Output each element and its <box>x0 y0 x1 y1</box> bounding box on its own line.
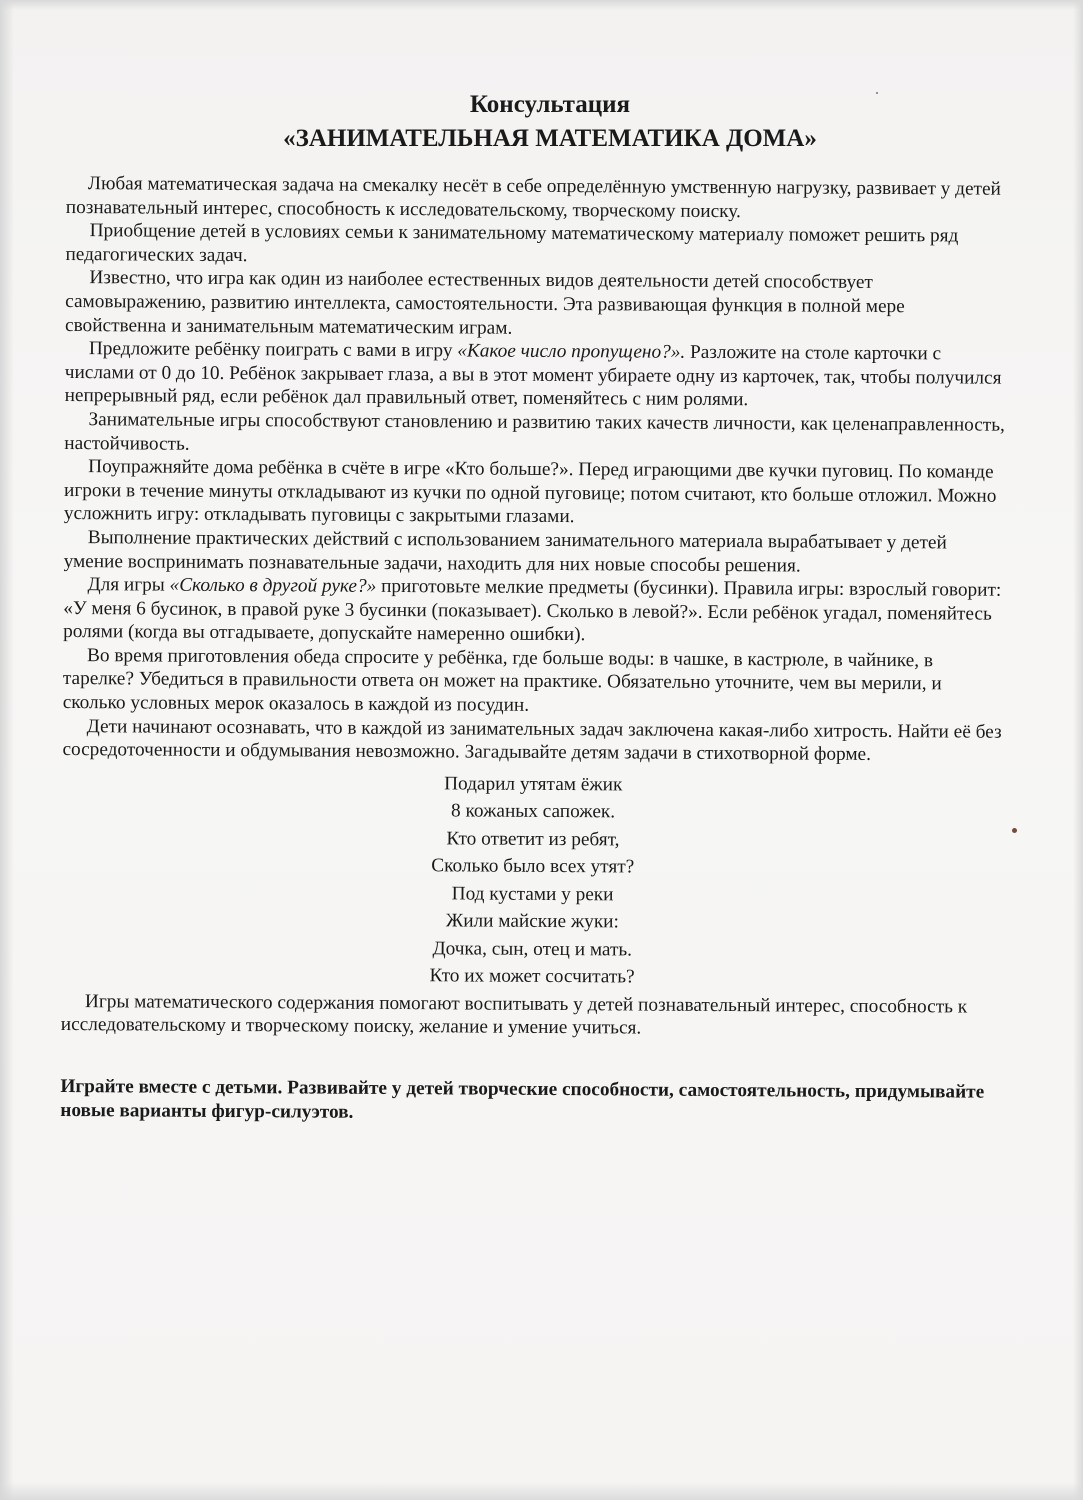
paragraph-text: Предложите ребёнку поиграть с вами в игру <box>88 338 458 362</box>
paragraph: Поупражняйте дома ребёнка в счёте в игре «Кто больше?». Перед играющими две кучки пуговиц. По команде игроки в течение минуты откладывают из кучки по одной пуговице; потом считают, кто больше отложил. Можно усложнить игру: откладывать пуговицы с закрытыми глазами. <box>63 456 997 528</box>
poem-line: Подарил утятам ёжик <box>444 773 623 796</box>
poem-line: Кто их может сосчитать? <box>429 965 635 988</box>
paragraph-text: приготовьте мелкие предметы (бусинки). Правила игры: взрослый говорит: «У меня 6 бусинок, в правой руке 3 бусинки (показывает). Сколько в левой?». Если ребёнок угадал, поменяйтесь ролями (когда вы отгадываете, допускайте намеренно ошибки). <box>63 575 1002 646</box>
poem-line: Жили майские жуки: <box>445 910 619 933</box>
document-title-line-2: «ЗАНИМАТЕЛЬНАЯ МАТЕМАТИКА ДОМА» <box>283 125 817 152</box>
scan-speck <box>1012 828 1017 833</box>
paragraph-text: Для игры <box>87 574 170 596</box>
paragraph <box>63 573 1005 650</box>
paragraph: Во время приготовления обеда спросите у ребёнка, где больше воды: в чашке, в кастрюле, в чайнике, в тарелке? Убедиться в правильности ответа он может на практике. Обязательно уточните, чем вы мерили, и сколько условных мерок оказалось в каждой из посудин. <box>62 645 942 716</box>
scan-shadow-left <box>0 0 14 1500</box>
paragraph: Известно, что игра как один из наиболее естественных видов деятельности детей способствует самовыражению, развитию интеллекта, самостоятельности. Эта развивающая функция в полной мере свойственна и занимательным математическим играм. <box>65 267 905 339</box>
paragraph: Дети начинают осознавать, что в каждой из занимательных задач заключена какая-либо хитрость. Найти её без сосредоточенности и обдумывания невозможно. Загадывайте детям задачи в стихотворной форме. <box>62 715 1002 766</box>
scan-speck <box>876 92 878 94</box>
poem-line: Под кустами у реки <box>451 883 614 906</box>
paragraph-text: Разложите на столе карточки с числами от 0 до 10. Ребёнок закрывает глаза, а вы в этот момент убираете одну из карточек, так, чтобы получился непрерывный ряд, если ребёнок дал правильный ответ, поменяйтесь с ним ролями. <box>64 341 1002 411</box>
paragraph: Любая математическая задача на смекалку несёт в себе определённую умственную нагрузку, развивает у детей познавательный интерес, способность к исследовательскому, творческому поиску. <box>65 173 1001 222</box>
paragraph: Приобщение детей в условиях семьи к занимательному математическому материалу поможет решить ряд педагогических задач. <box>65 220 959 266</box>
scan-shadow-top <box>0 0 1083 10</box>
game-title-italic: «Какое число пропущено?». <box>457 340 686 363</box>
paragraph: Выполнение практических действий с использованием занимательного материала вырабатывает у детей умение воспринимать познавательные задачи, находить для них новые способы решения. <box>63 527 947 576</box>
paragraph: Занимательные игры способствуют становлению и развитию таких качеств личности, как целенаправленность, настойчивость. <box>64 409 1005 455</box>
game-title-italic: «Сколько в другой руке?» <box>169 574 377 597</box>
scan-shadow-right <box>1073 0 1083 1500</box>
paragraph <box>65 337 1007 414</box>
poem-line: 8 кожаных сапожек. <box>451 800 616 823</box>
poem-line: Сколько было всех утят? <box>431 855 635 878</box>
closing-statement: Играйте вместе с детьми. Развивайте у детей творческие способности, самостоятельность, придумывайте новые варианты фигур-силуэтов. <box>60 1076 985 1123</box>
poem-line: Дочка, сын, отец и мать. <box>432 938 633 961</box>
scan-shadow-bottom <box>0 1482 1083 1500</box>
document-title-line-1: Консультация <box>469 91 631 118</box>
poem-line: Кто ответит из ребят, <box>446 828 620 851</box>
final-paragraph: Игры математического содержания помогают воспитывать у детей познавательный интерес, способность к исследовательскому и творческому поиску, желание и умение учиться. <box>60 990 968 1039</box>
document-body <box>60 172 1008 1128</box>
poem <box>61 768 1004 994</box>
